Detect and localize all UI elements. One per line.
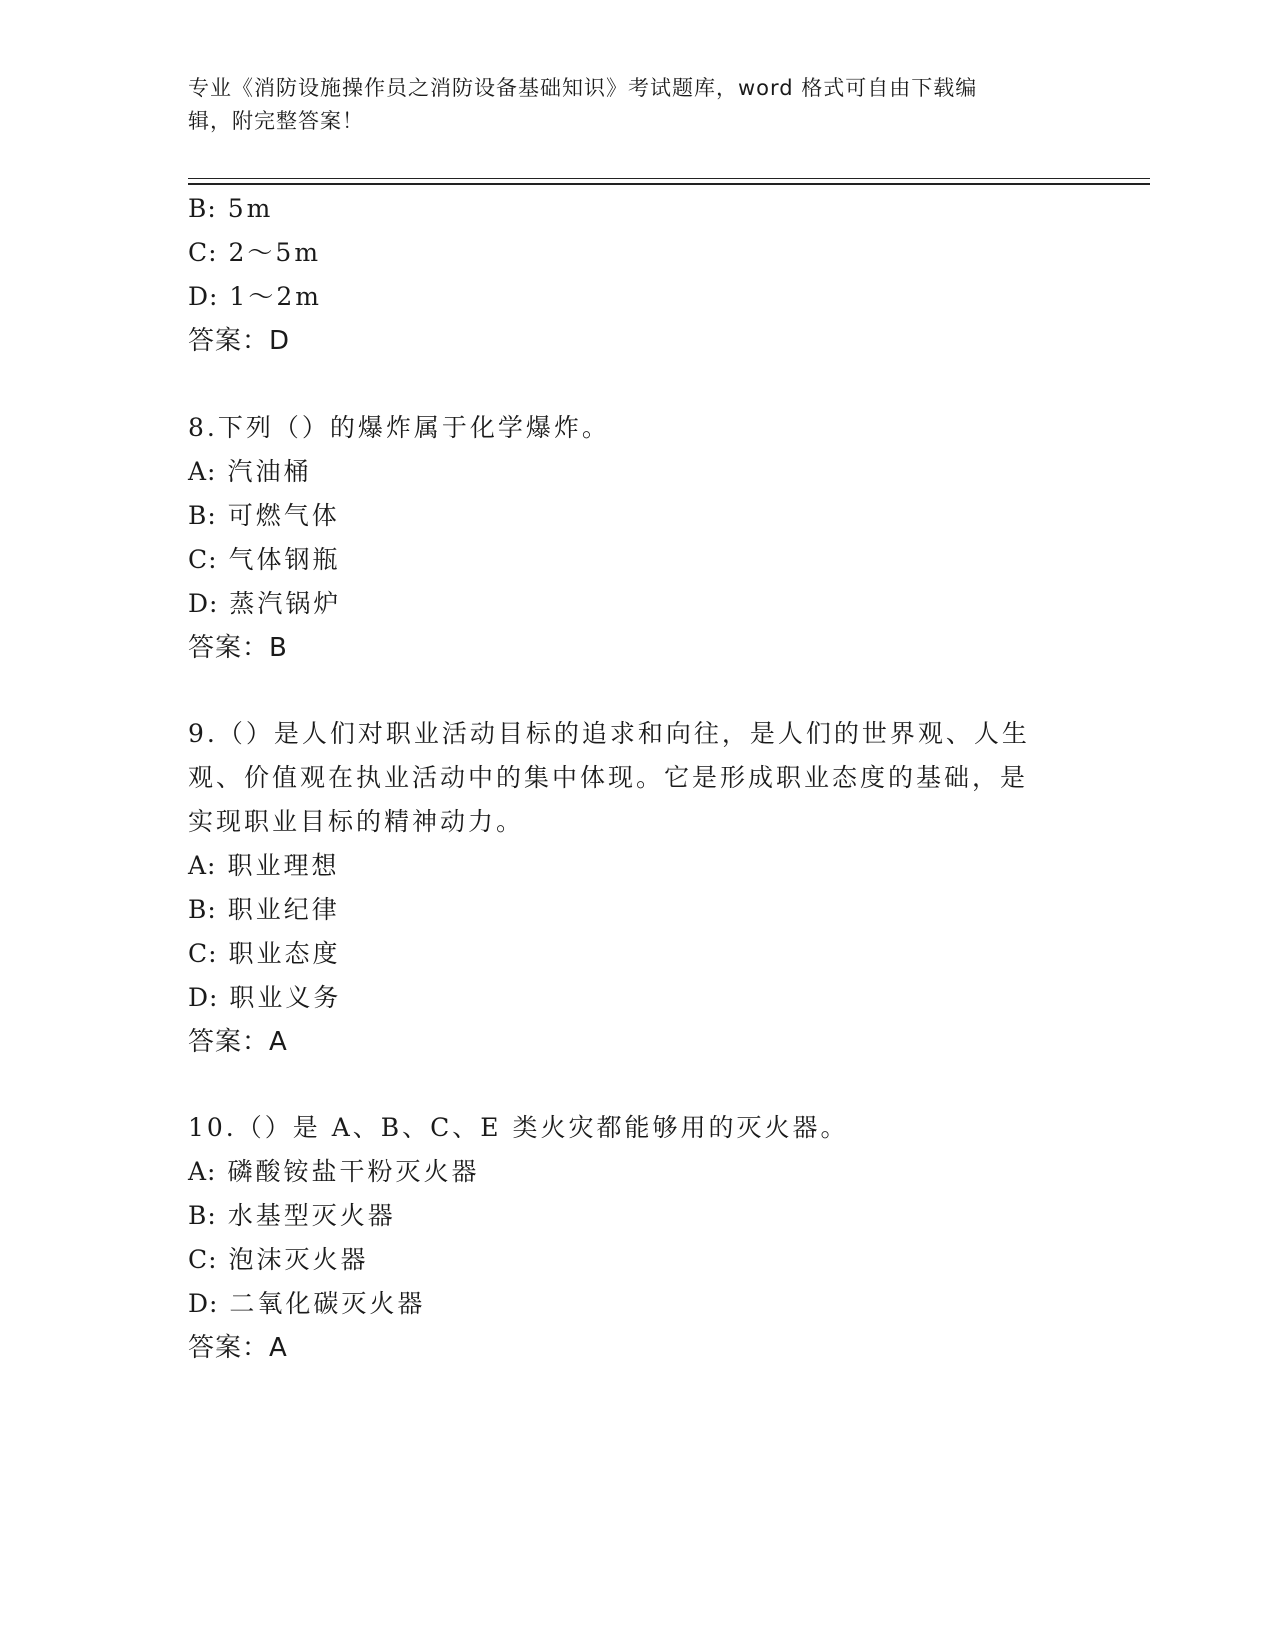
q10-answer: 答案：A: [188, 1333, 288, 1363]
document-header: [188, 72, 1088, 138]
q10-option-c: C: 泡沫灭火器: [188, 1245, 369, 1274]
prev-option-c: C: 2～5m: [188, 238, 322, 267]
q9-option-a: A: 职业理想: [188, 851, 340, 880]
q8-option-b: B: 可燃气体: [188, 501, 340, 530]
header-rule-thin: [188, 178, 1150, 179]
q8-option-a: A: 汽油桶: [188, 457, 312, 486]
q8-option-c: C: 气体钢瓶: [188, 545, 341, 574]
q9-stem-line-1: 9.（）是人们对职业活动目标的追求和向往，是人们的世界观、人生: [188, 719, 1030, 748]
header-line-1: 专业《消防设施操作员之消防设备基础知识》考试题库，word 格式可自由下载编: [188, 76, 978, 100]
q10-option-a: A: 磷酸铵盐干粉灭火器: [188, 1157, 480, 1186]
header-rule-thick: [188, 183, 1150, 185]
q10-option-d: D: 二氧化碳灭火器: [188, 1289, 426, 1318]
q10-option-b: B: 水基型灭火器: [188, 1201, 396, 1230]
prev-option-b: B: 5m: [188, 194, 274, 223]
q9-stem-line-2: 观、价值观在执业活动中的集中体现。它是形成职业态度的基础，是: [188, 763, 1029, 792]
q9-option-d: D: 职业义务: [188, 983, 342, 1012]
q9-answer: 答案：A: [188, 1027, 288, 1057]
q10-stem: 10.（）是 A、B、C、E 类火灾都能够用的灭火器。: [188, 1113, 849, 1142]
q9-stem-line-3: 实现职业目标的精神动力。: [188, 807, 525, 836]
q8-option-d: D: 蒸汽锅炉: [188, 589, 342, 618]
q8-answer: 答案：B: [188, 633, 288, 663]
header-line-2: 辑，附完整答案！: [188, 109, 364, 133]
prev-option-d: D: 1～2m: [188, 282, 322, 311]
prev-answer: 答案：D: [188, 326, 291, 356]
q9-option-c: C: 职业态度: [188, 939, 341, 968]
q9-option-b: B: 职业纪律: [188, 895, 340, 924]
q8-stem: 8.下列（）的爆炸属于化学爆炸。: [188, 413, 610, 442]
